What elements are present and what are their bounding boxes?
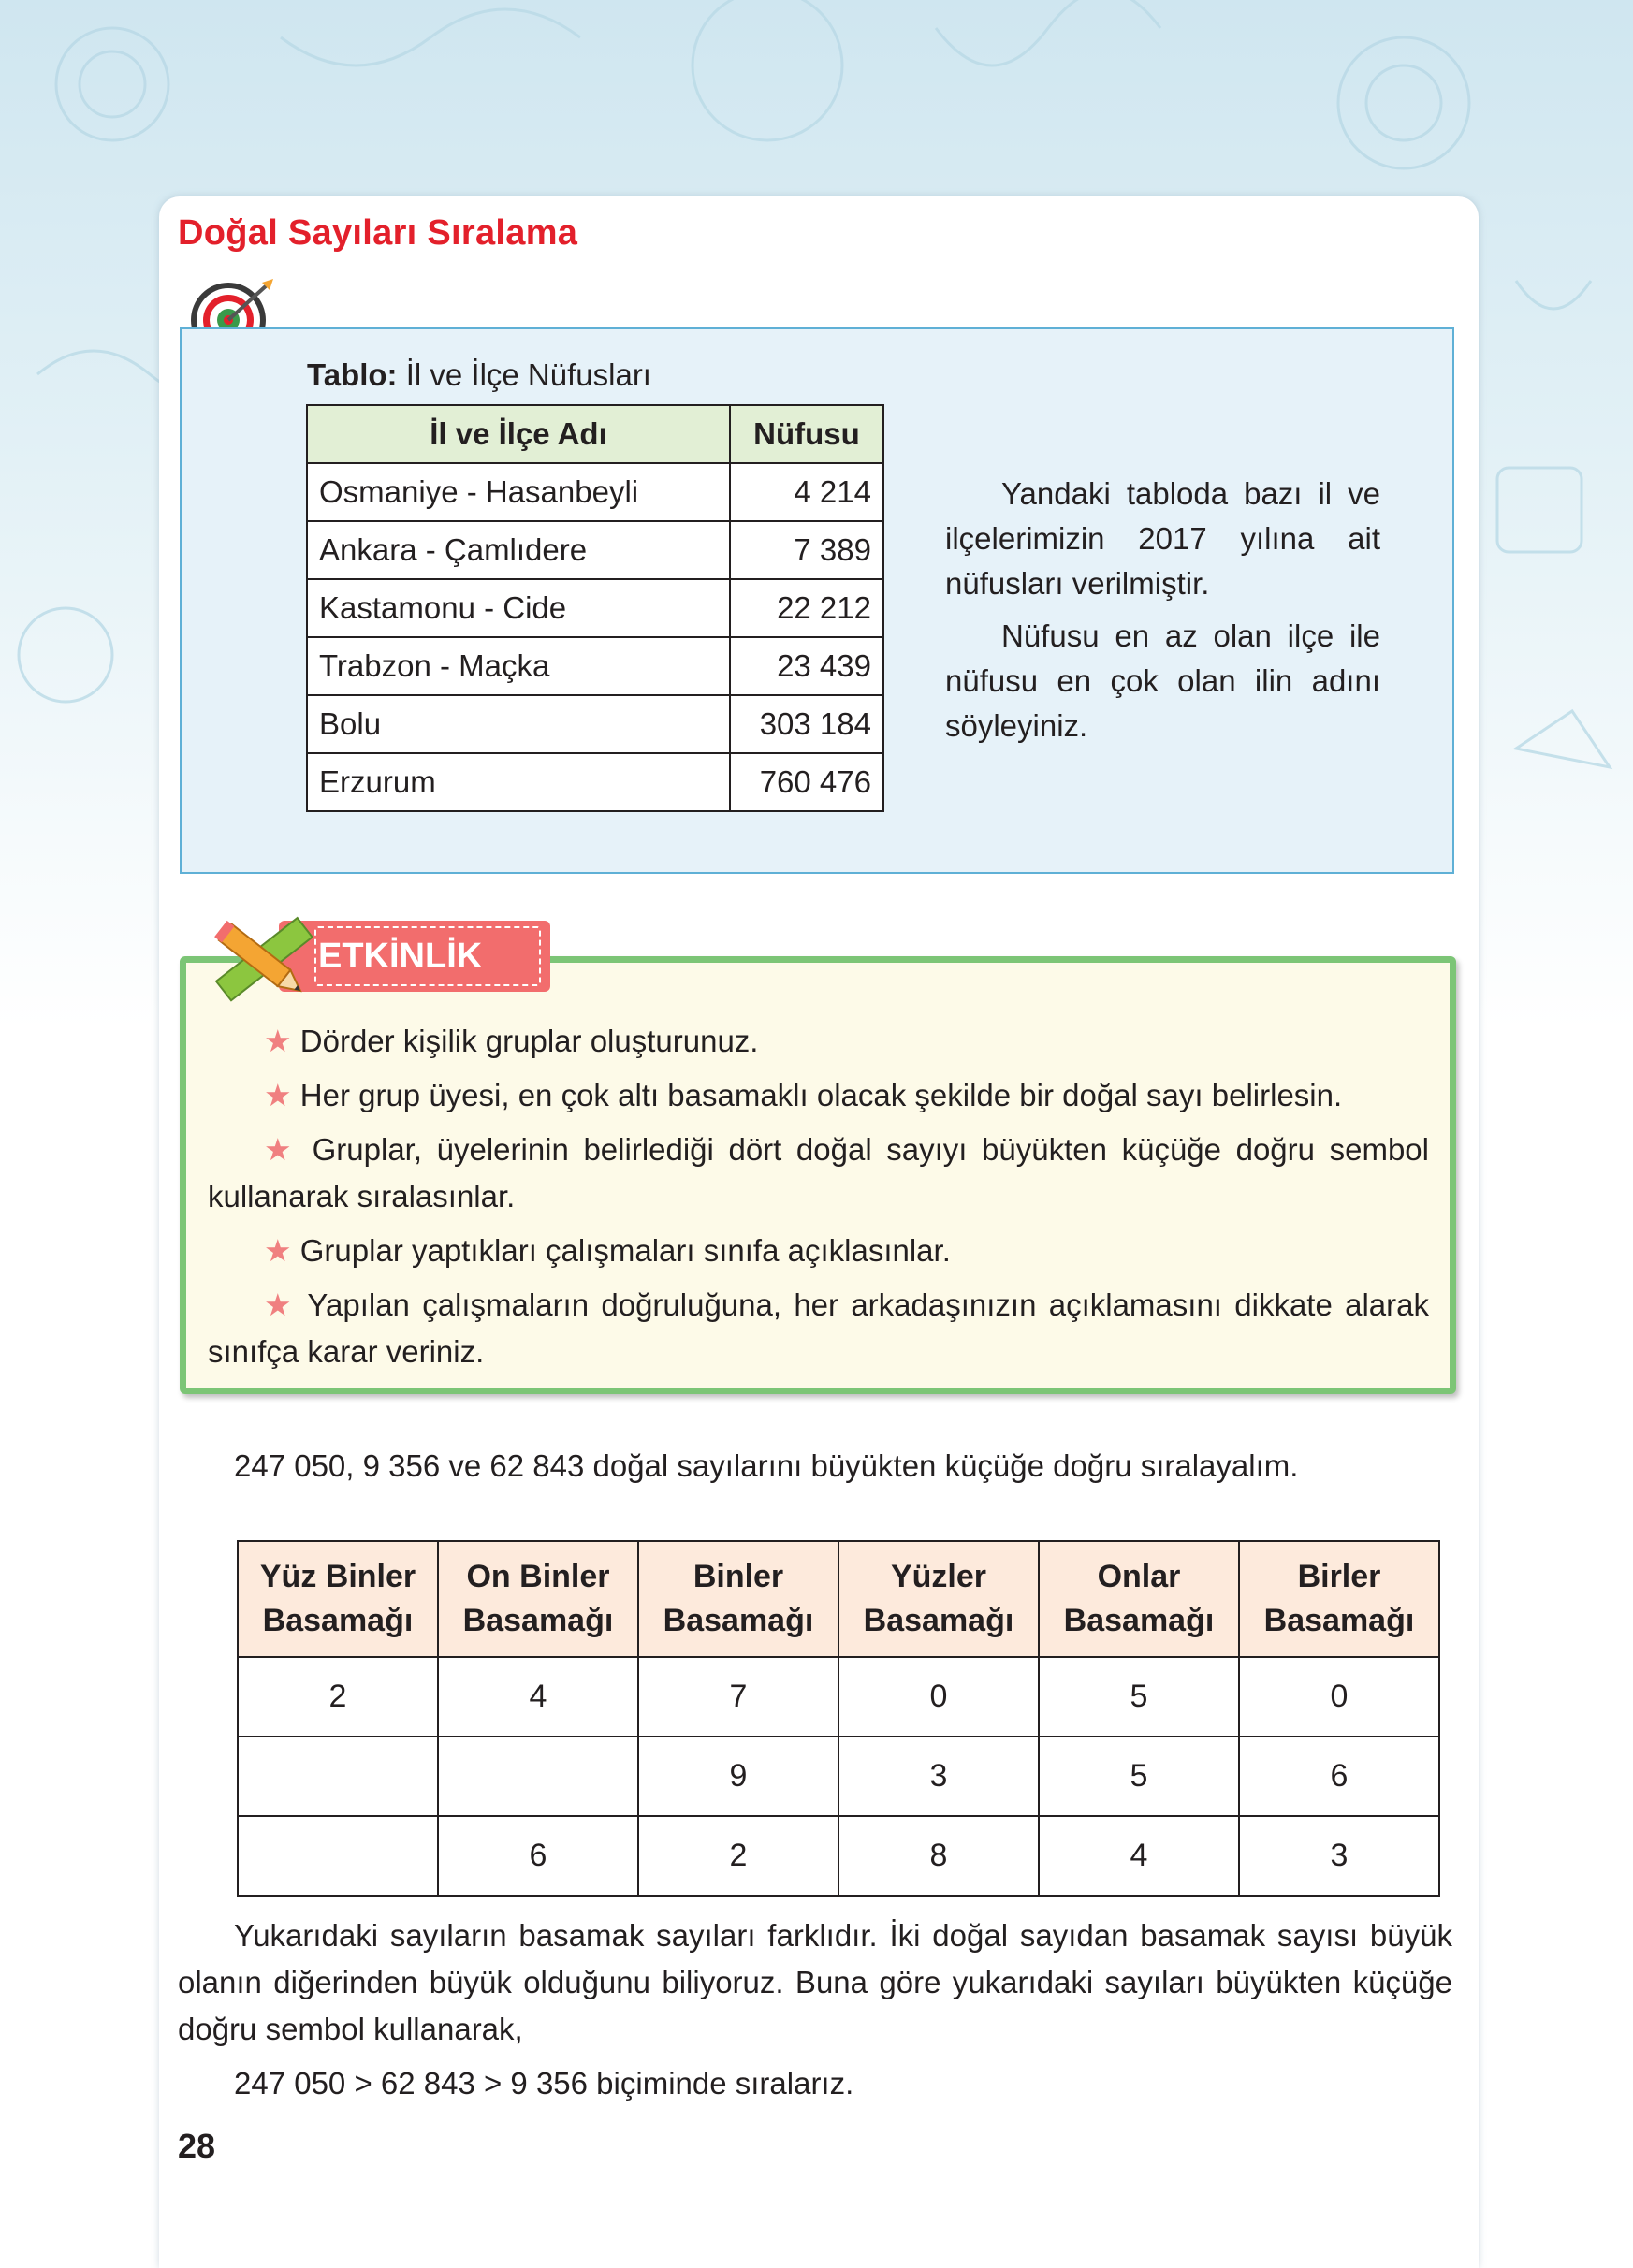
- header-line: On Binler: [466, 1559, 610, 1594]
- header-line: Basamağı: [863, 1603, 1014, 1638]
- digit-cell: 2: [238, 1657, 438, 1737]
- digit-cell: 0: [1239, 1657, 1439, 1737]
- list-item: [208, 1127, 1429, 1220]
- list-item-text: Gruplar, üyelerinin belirlediği dört doğal sayıyı büyükten küçüğe doğru sembol kullanarak sıralasınlar.: [208, 1132, 1429, 1214]
- question-paragraph: Nüfusu en az olan ilçe ile nüfusu en çok olan ilin adını söyleyiniz.: [945, 618, 1380, 743]
- table-description: [945, 472, 1380, 756]
- intro-sentence: 247 050, 9 356 ve 62 843 doğal sayılarını büyükten küçüğe doğru sıralayalım.: [234, 1448, 1299, 1483]
- row-value: 23 439: [730, 637, 883, 695]
- list-item: [208, 1072, 1429, 1119]
- ordering-result: 247 050 > 62 843 > 9 356 biçiminde sıralarız.: [234, 2066, 854, 2101]
- digit-cell: 0: [838, 1657, 1039, 1737]
- list-item-text: Her grup üyesi, en çok altı basamaklı olacak şekilde bir doğal sayı belirlesin.: [299, 1078, 1343, 1112]
- star-icon: ★: [264, 1287, 296, 1322]
- star-icon: ★: [264, 1078, 292, 1112]
- header-line: Basamağı: [1263, 1603, 1415, 1638]
- digit-cell: 3: [1239, 1816, 1439, 1896]
- header-cell: [438, 1541, 638, 1657]
- digit-cell: 2: [638, 1816, 838, 1896]
- table-row: [238, 1657, 1439, 1737]
- digit-cell: 6: [1239, 1737, 1439, 1816]
- header-line: Basamağı: [462, 1603, 614, 1638]
- star-icon: ★: [264, 1024, 292, 1058]
- row-value: 7 389: [730, 521, 883, 579]
- explanation: [178, 1912, 1452, 2115]
- digit-cell: 5: [1039, 1657, 1239, 1737]
- header-population: Nüfusu: [730, 405, 883, 463]
- table-row: [238, 1816, 1439, 1896]
- header-cell: [838, 1541, 1039, 1657]
- row-name: Osmaniye - Hasanbeyli: [307, 463, 730, 521]
- digit-cell: 5: [1039, 1737, 1239, 1816]
- digit-cell: 9: [638, 1737, 838, 1816]
- table-caption-label: Tablo:: [307, 357, 398, 392]
- row-value: 760 476: [730, 753, 883, 811]
- table-row: [307, 579, 883, 637]
- digit-cell: 8: [838, 1816, 1039, 1896]
- list-item: [208, 1282, 1429, 1375]
- population-table: [306, 404, 884, 812]
- header-line: Onlar: [1097, 1559, 1181, 1594]
- header-line: Basamağı: [1063, 1603, 1215, 1638]
- pencil-ruler-icon: [206, 908, 318, 1010]
- description-paragraph: Yandaki tabloda bazı il ve ilçelerimizin 2017 yılına ait nüfusları verilmiştir.: [945, 476, 1380, 601]
- list-item: [208, 1228, 1429, 1274]
- table-row: [307, 637, 883, 695]
- star-icon: ★: [264, 1233, 292, 1268]
- header-cell: [238, 1541, 438, 1657]
- header-line: Yüzler: [890, 1559, 987, 1594]
- page-number: 28: [178, 2127, 216, 2165]
- table-header-row: [307, 405, 883, 463]
- explanation-paragraph: Yukarıdaki sayıların basamak sayıları farklıdır. İki doğal sayıdan basamak sayısı büyük olanın diğerinden büyük olduğunu biliyoruz. Buna göre yukarıdaki sayıları büyükten küçüğe doğru sembol kullanarak,: [178, 1918, 1452, 2046]
- table-row: [307, 463, 883, 521]
- list-item-text: Yapılan çalışmaların doğruluğuna, her arkadaşınızın açıklamasını dikkate alarak sınıfça karar veriniz.: [208, 1287, 1429, 1369]
- activity-label: [279, 921, 550, 992]
- digit-cell: [438, 1737, 638, 1816]
- row-value: 22 212: [730, 579, 883, 637]
- activity-list: [208, 1018, 1429, 1383]
- table-row: [307, 521, 883, 579]
- place-value-table: [237, 1540, 1440, 1897]
- table-row: [307, 695, 883, 753]
- row-name: Erzurum: [307, 753, 730, 811]
- row-name: Trabzon - Maçka: [307, 637, 730, 695]
- digit-cell: [238, 1816, 438, 1896]
- table-row: [238, 1737, 1439, 1816]
- activity-label-text: ETKİNLİK: [314, 926, 541, 986]
- header-cell: [1039, 1541, 1239, 1657]
- star-icon: ★: [264, 1132, 299, 1167]
- header-line: Yüz Binler: [259, 1559, 416, 1594]
- digit-cell: 4: [1039, 1816, 1239, 1896]
- header-cell: [638, 1541, 838, 1657]
- digit-cell: 3: [838, 1737, 1039, 1816]
- row-value: 4 214: [730, 463, 883, 521]
- row-name: Ankara - Çamlıdere: [307, 521, 730, 579]
- header-cell: [1239, 1541, 1439, 1657]
- header-line: Basamağı: [262, 1603, 414, 1638]
- digit-cell: [238, 1737, 438, 1816]
- header-line: Basamağı: [663, 1603, 814, 1638]
- table-caption-text: İl ve İlçe Nüfusları: [397, 357, 651, 392]
- digit-cell: 7: [638, 1657, 838, 1737]
- row-name: Bolu: [307, 695, 730, 753]
- table-row: [307, 753, 883, 811]
- row-value: 303 184: [730, 695, 883, 753]
- header-line: Birler: [1297, 1559, 1381, 1594]
- header-name: İl ve İlçe Adı: [307, 405, 730, 463]
- header-line: Binler: [693, 1559, 784, 1594]
- section-title: Doğal Sayıları Sıralama: [178, 213, 578, 253]
- list-item-text: Dörder kişilik gruplar oluşturunuz.: [299, 1024, 759, 1058]
- list-item: [208, 1018, 1429, 1065]
- table-header-row: [238, 1541, 1439, 1657]
- row-name: Kastamonu - Cide: [307, 579, 730, 637]
- table-caption: [307, 357, 651, 393]
- digit-cell: 4: [438, 1657, 638, 1737]
- digit-cell: 6: [438, 1816, 638, 1896]
- list-item-text: Gruplar yaptıkları çalışmaları sınıfa açıklasınlar.: [299, 1233, 951, 1268]
